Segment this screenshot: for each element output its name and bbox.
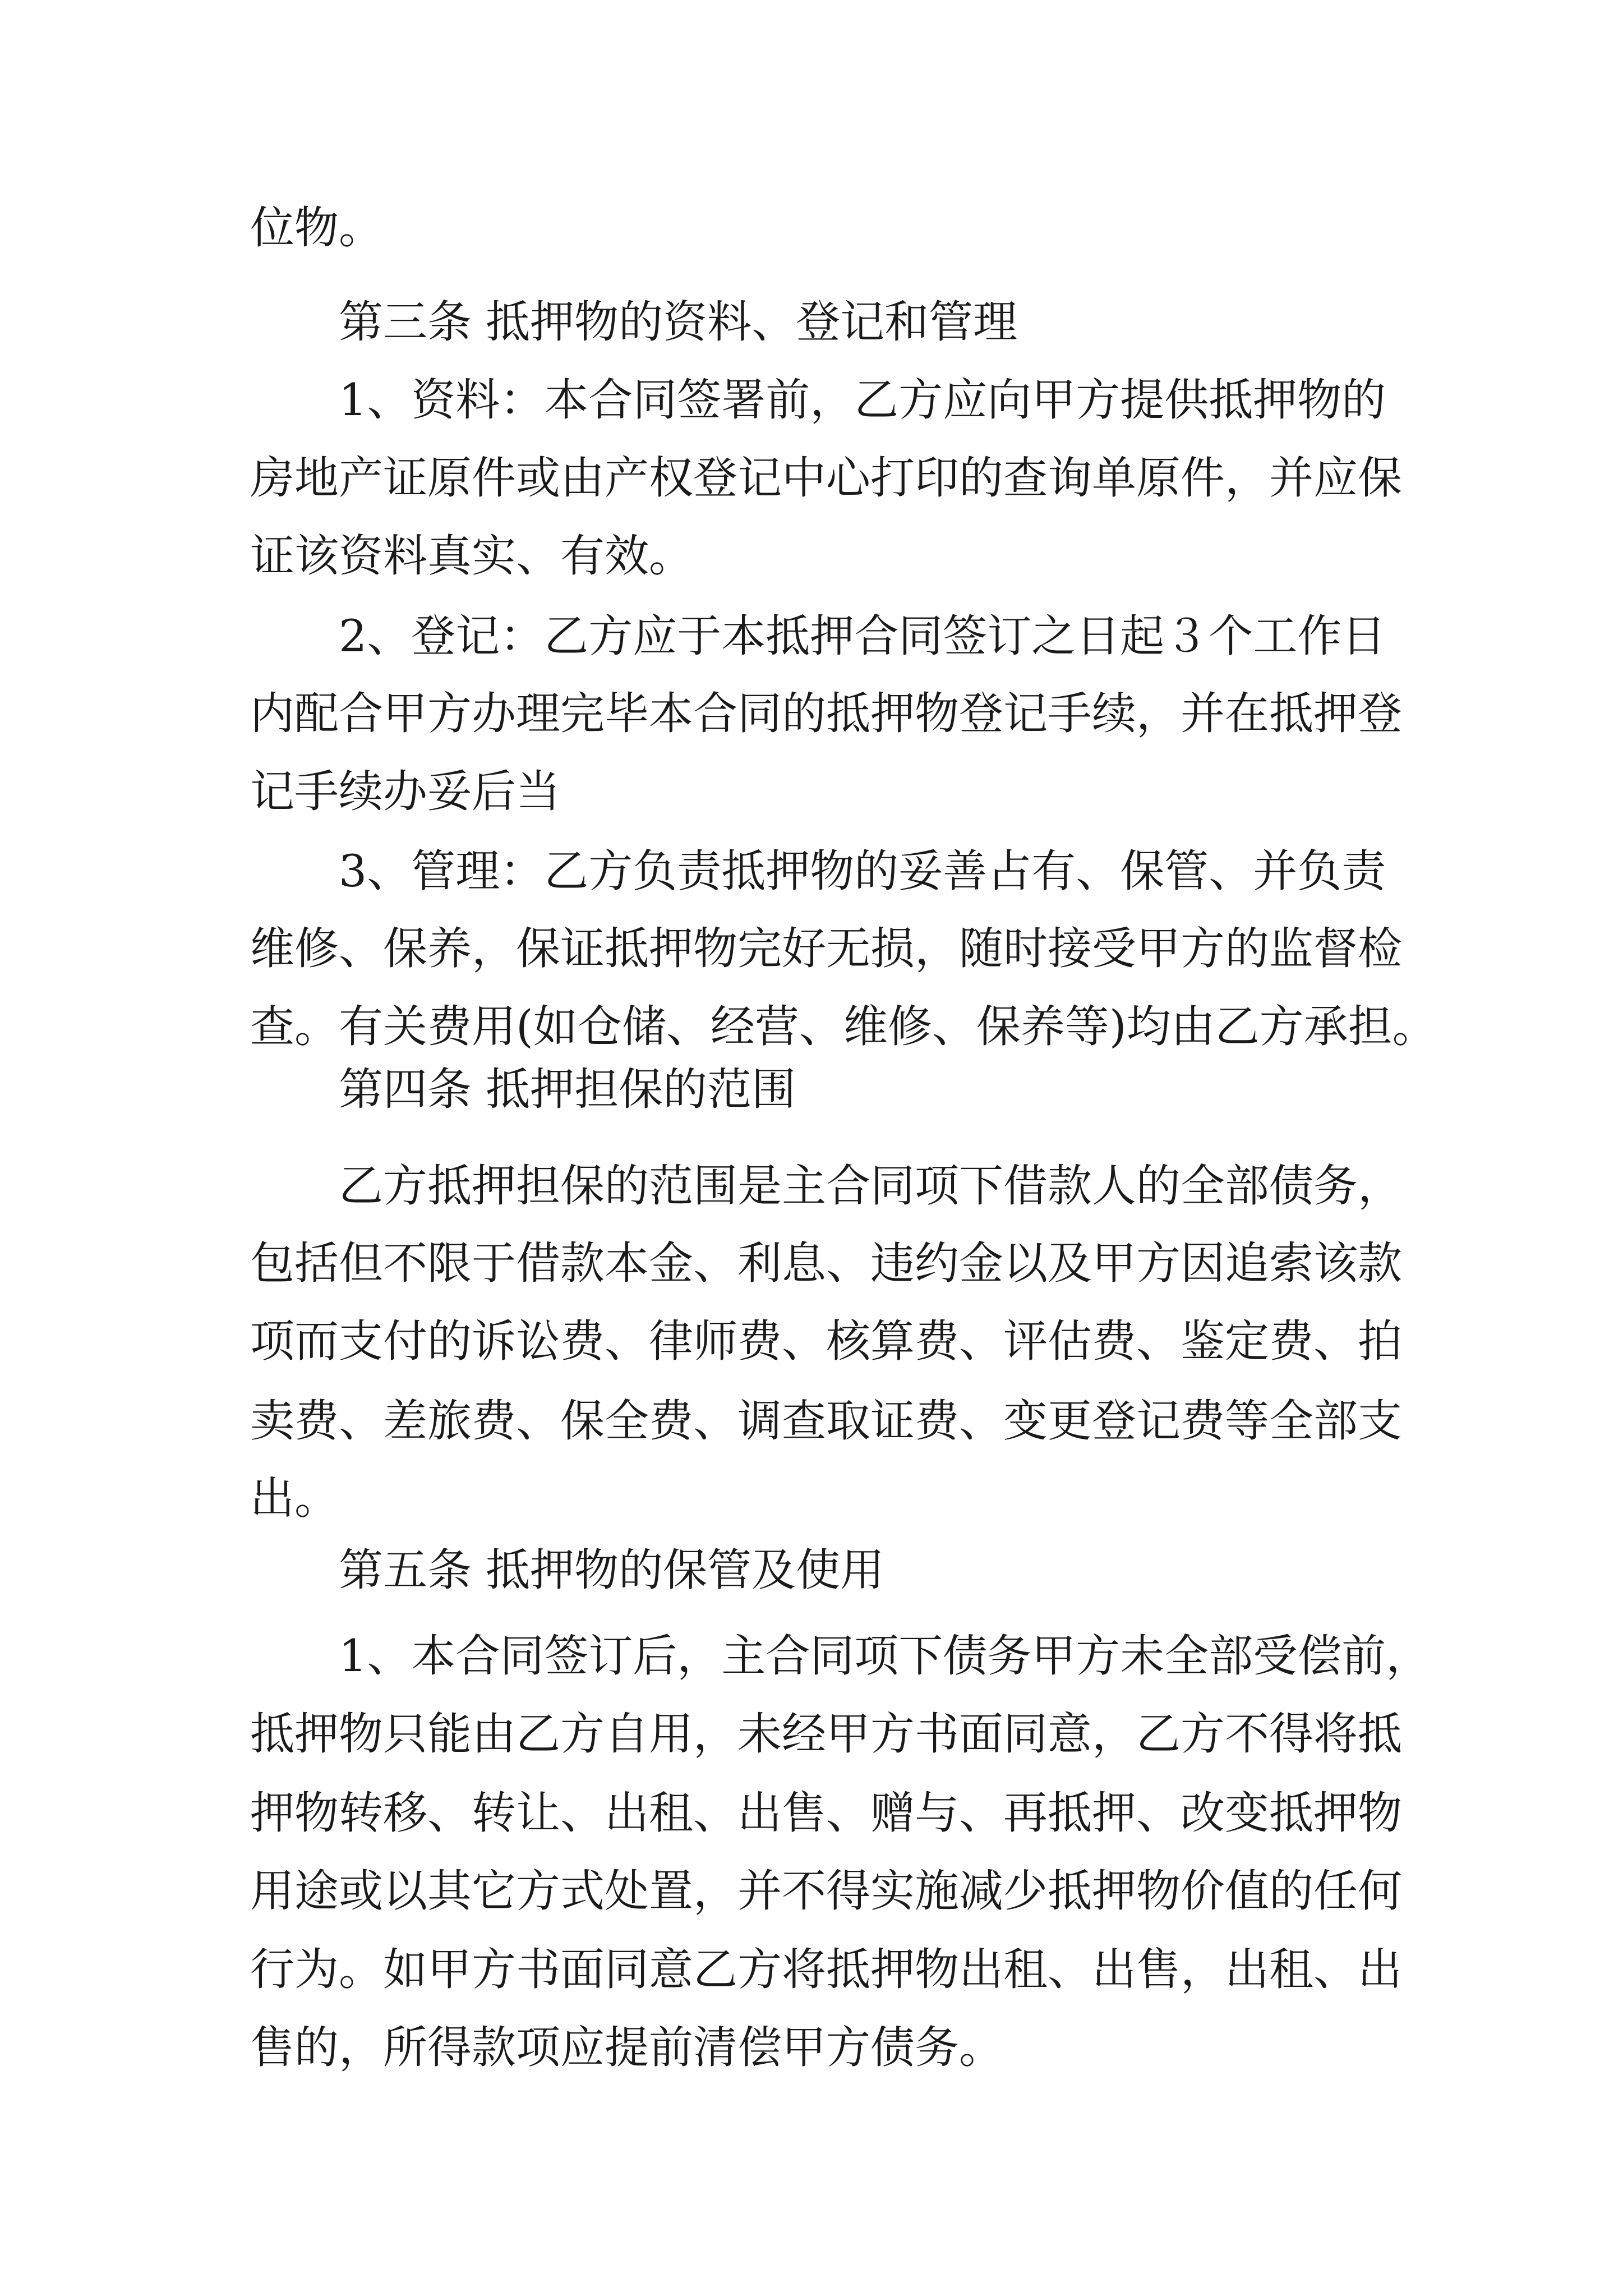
text-line: 出。 — [250, 1473, 339, 1524]
section-heading: 第四条 抵押担保的范围 — [339, 1064, 796, 1115]
text-line: 抵押物只能由乙方自用，未经甲方书面同意，乙方不得将抵 — [250, 1708, 1402, 1760]
text-line: 查。有关费用(如仓储、经营、维修、保养等)均由乙方承担。 — [250, 1001, 1437, 1052]
text-line: 售的，所得款项应提前清偿甲方债务。 — [250, 2022, 1003, 2073]
text-line: 用途或以其它方式处置，并不得实施减少抵押物价值的任何 — [250, 1865, 1402, 1917]
section-heading: 第五条 抵押物的保管及使用 — [339, 1544, 885, 1596]
text-line: 卖费、差旅费、保全费、调查取证费、变更登记费等全部支 — [250, 1395, 1402, 1447]
text-line: 3、管理：乙方负责抵押物的妥善占有、保管、并负责 — [339, 845, 1386, 897]
text-line: 证该资料真实、有效。 — [250, 530, 693, 582]
text-line: 记手续办妥后当 — [250, 766, 560, 817]
section-heading: 第三条 抵押物的资料、登记和管理 — [339, 296, 1018, 348]
text-line: 1、本合同签订后，主合同项下债务甲方未全部受偿前， — [339, 1630, 1431, 1682]
text-line: 内配合甲方办理完毕本合同的抵押物登记手续，并在抵押登 — [250, 688, 1402, 739]
text-line: 位物。 — [250, 202, 383, 254]
text-line: 项而支付的诉讼费、律师费、核算费、评估费、鉴定费、拍 — [250, 1315, 1402, 1367]
text-line: 行为。如甲方书面同意乙方将抵押物出租、出售，出租、出 — [250, 1944, 1402, 1995]
text-line: 押物转移、转让、出租、出售、赠与、再抵押、改变抵押物 — [250, 1787, 1402, 1839]
text-line: 2、登记：乙方应于本抵押合同签订之日起３个工作日 — [339, 610, 1386, 662]
text-line: 维修、保养，保证抵押物完好无损，随时接受甲方的监督检 — [250, 923, 1402, 974]
text-line: 1、资料：本合同签署前，乙方应向甲方提供抵押物的 — [339, 374, 1386, 426]
text-line: 乙方抵押担保的范围是主合同项下借款人的全部债务， — [339, 1160, 1402, 1212]
text-line: 包括但不限于借款本金、利息、违约金以及甲方因追索该款 — [250, 1237, 1402, 1289]
text-line: 房地产证原件或由产权登记中心打印的查询单原件，并应保 — [250, 452, 1402, 504]
